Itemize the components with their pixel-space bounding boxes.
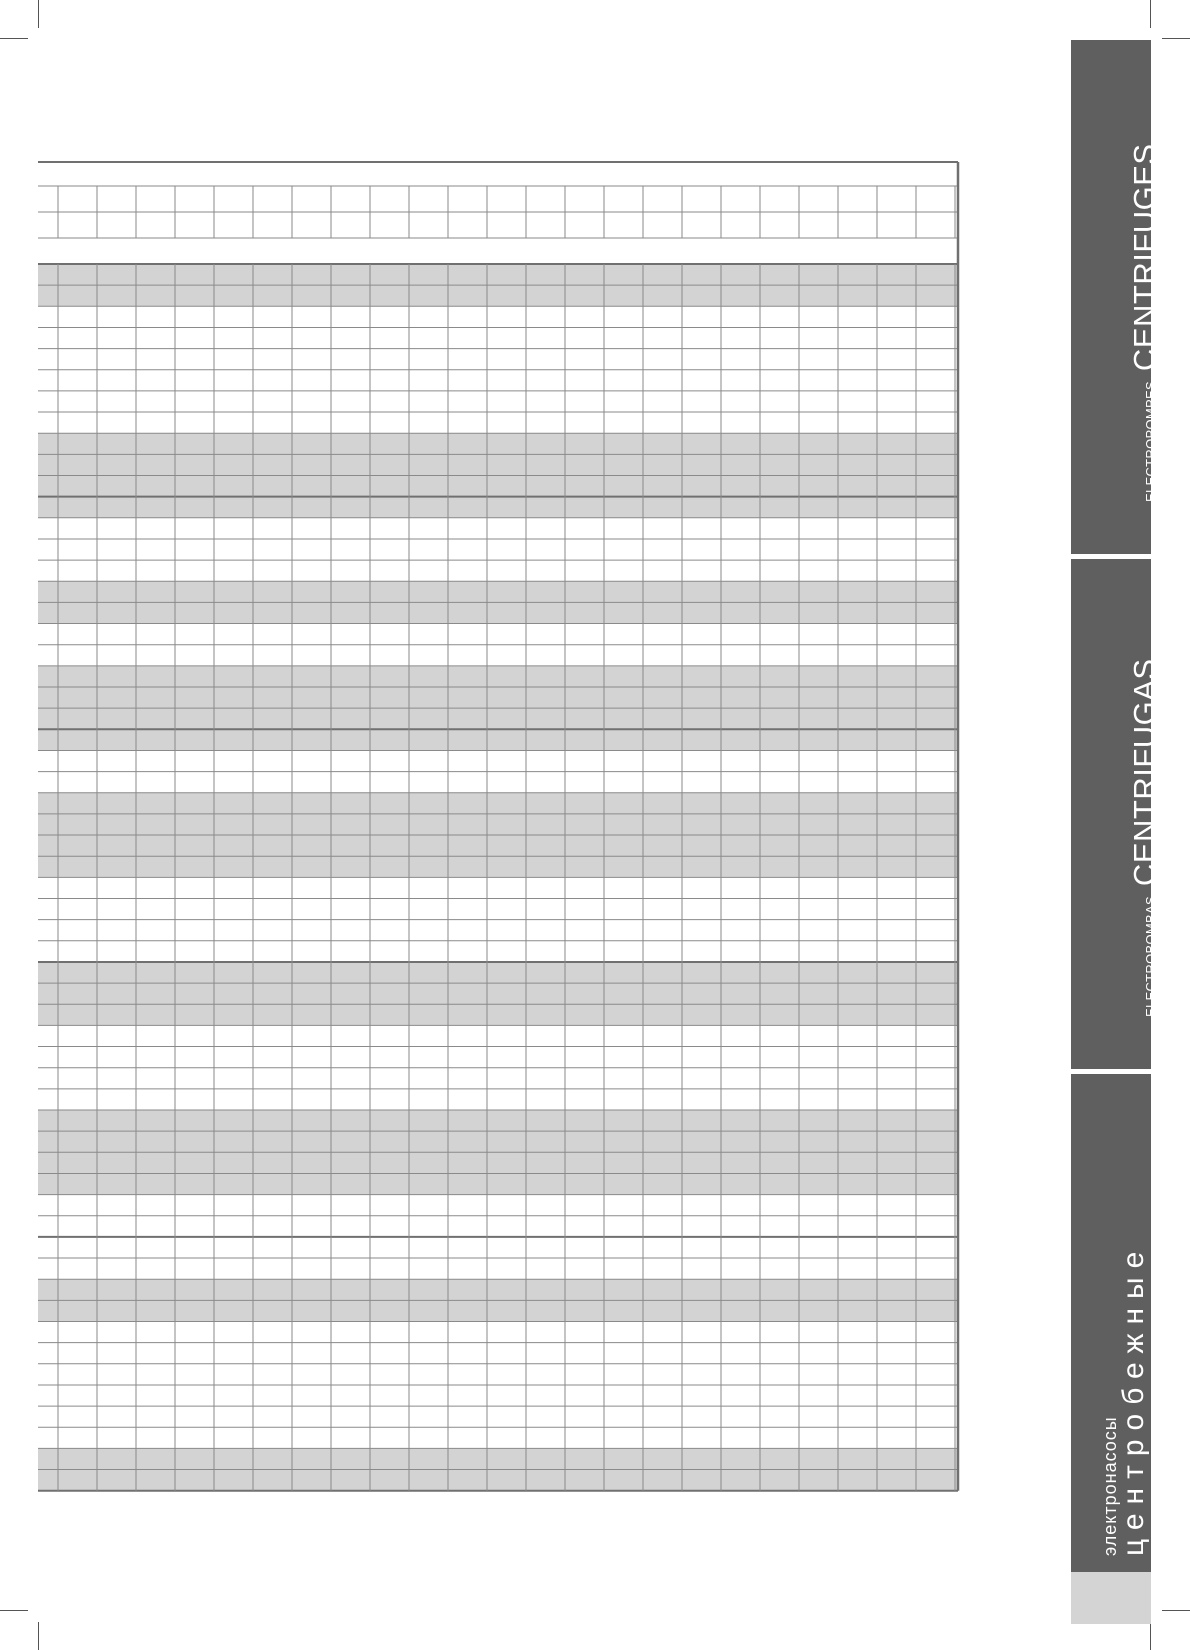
tab-big-label: центробежные — [1117, 1242, 1150, 1556]
shaded-row — [38, 1279, 958, 1300]
shaded-row — [38, 433, 958, 454]
shaded-row — [38, 666, 958, 687]
tab-label-es — [1127, 658, 1163, 1017]
shaded-row — [38, 454, 958, 475]
tab-small-label: ELECTROBOMBAS — [1143, 896, 1158, 1017]
category-side-tab — [1071, 40, 1162, 1640]
shaded-row — [38, 1152, 958, 1173]
shaded-row — [38, 856, 958, 877]
shaded-row — [38, 1004, 958, 1025]
tab-big-label: CENTRIFUGAS — [1127, 658, 1162, 887]
tab-big-label: CENTRIFUGES — [1127, 143, 1162, 372]
shaded-row — [38, 1448, 958, 1469]
shaded-row — [38, 687, 958, 708]
shaded-row — [38, 814, 958, 835]
tab-section-electrobombas — [1071, 559, 1162, 1069]
shaded-row — [38, 497, 958, 518]
tab-small-label: электронасосы — [1100, 1416, 1120, 1556]
shaded-row — [38, 1110, 958, 1131]
tab-label-ru — [1101, 1243, 1149, 1556]
shaded-row — [38, 602, 958, 623]
tab-section-russian — [1071, 1074, 1151, 1572]
tab-bottom-block — [1071, 1572, 1151, 1624]
tab-small-label: ELECTROPOMPES — [1143, 381, 1158, 502]
shaded-row — [38, 1300, 958, 1321]
shaded-row — [38, 1470, 958, 1491]
shaded-row — [38, 708, 958, 729]
shaded-row — [38, 1173, 958, 1194]
tab-label-fr — [1127, 143, 1163, 502]
shaded-row — [38, 1131, 958, 1152]
shaded-row — [38, 264, 958, 285]
tab-section-electropompes — [1071, 40, 1162, 554]
shaded-row — [38, 983, 958, 1004]
shaded-row — [38, 476, 958, 497]
shaded-row — [38, 835, 958, 856]
shaded-row — [38, 729, 958, 750]
shaded-row — [38, 793, 958, 814]
shaded-row — [38, 962, 958, 983]
shaded-row — [38, 285, 958, 306]
shaded-row — [38, 581, 958, 602]
